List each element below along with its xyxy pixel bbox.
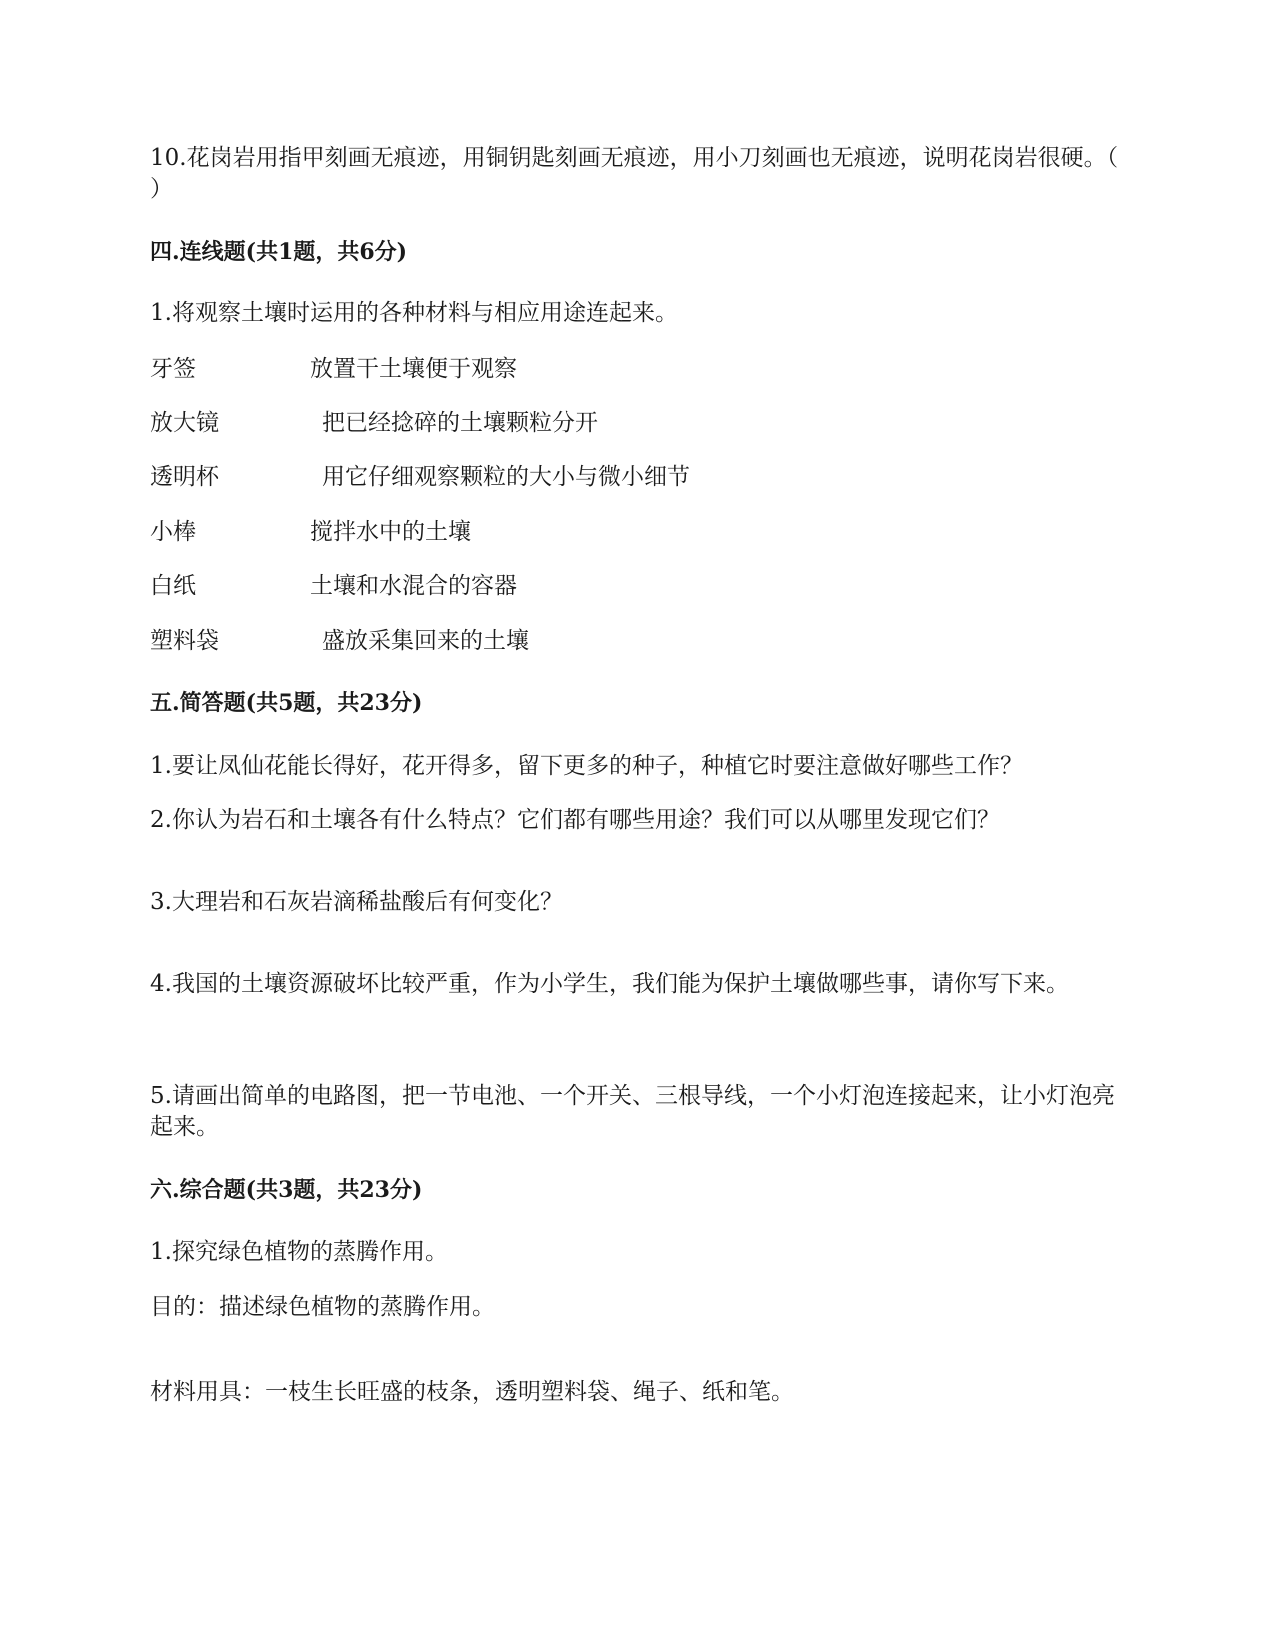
tf-question-10: 10.花岗岩用指甲刻画无痕迹，用铜钥匙刻画无痕迹，用小刀刻画也无痕迹，说明花岗岩很硬。（ ） [150, 145, 1119, 202]
section-6-heading: 六.综合题(共3题，共23分) [150, 1177, 423, 1203]
material-item: 小棒 [150, 519, 196, 545]
material-item: 透明杯 [150, 464, 219, 490]
use-item: 把已经捻碎的土壤颗粒分开 [322, 410, 598, 436]
experiment-materials: 材料用具：一枝生长旺盛的枝条，透明塑料袋、绳子、纸和笔。 [150, 1379, 794, 1405]
matching-question-1: 1.将观察土壤时运用的各种材料与相应用途连起来。 [150, 300, 678, 326]
section-5-heading: 五.简答题(共5题，共23分) [150, 690, 423, 716]
material-item: 塑料袋 [150, 628, 219, 654]
section-4-heading: 四.连线题(共1题，共6分) [150, 239, 408, 265]
use-item: 盛放采集回来的土壤 [322, 628, 529, 654]
experiment-purpose: 目的：描述绿色植物的蒸腾作用。 [150, 1294, 495, 1320]
short-answer-4: 4.我国的土壤资源破坏比较严重，作为小学生，我们能为保护土壤做哪些事，请你写下来。 [150, 971, 1069, 997]
short-answer-2: 2.你认为岩石和土壤各有什么特点？它们都有哪些用途？我们可以从哪里发现它们？ [150, 807, 1000, 833]
use-item: 土壤和水混合的容器 [310, 573, 517, 599]
comprehensive-question-1: 1.探究绿色植物的蒸腾作用。 [150, 1239, 448, 1265]
short-answer-5: 5.请画出简单的电路图，把一节电池、一个开关、三根导线，一个小灯泡连接起来，让小灯泡亮起来。 [150, 1083, 1115, 1140]
material-item: 白纸 [150, 573, 196, 599]
use-item: 搅拌水中的土壤 [310, 519, 471, 545]
use-item: 放置干土壤便于观察 [310, 356, 517, 382]
use-item: 用它仔细观察颗粒的大小与微小细节 [322, 464, 690, 490]
short-answer-1: 1.要让凤仙花能长得好，花开得多，留下更多的种子，种植它时要注意做好哪些工作？ [150, 753, 1023, 779]
material-item: 放大镜 [150, 410, 219, 436]
material-item: 牙签 [150, 356, 196, 382]
short-answer-3: 3.大理岩和石灰岩滴稀盐酸后有何变化？ [150, 889, 563, 915]
